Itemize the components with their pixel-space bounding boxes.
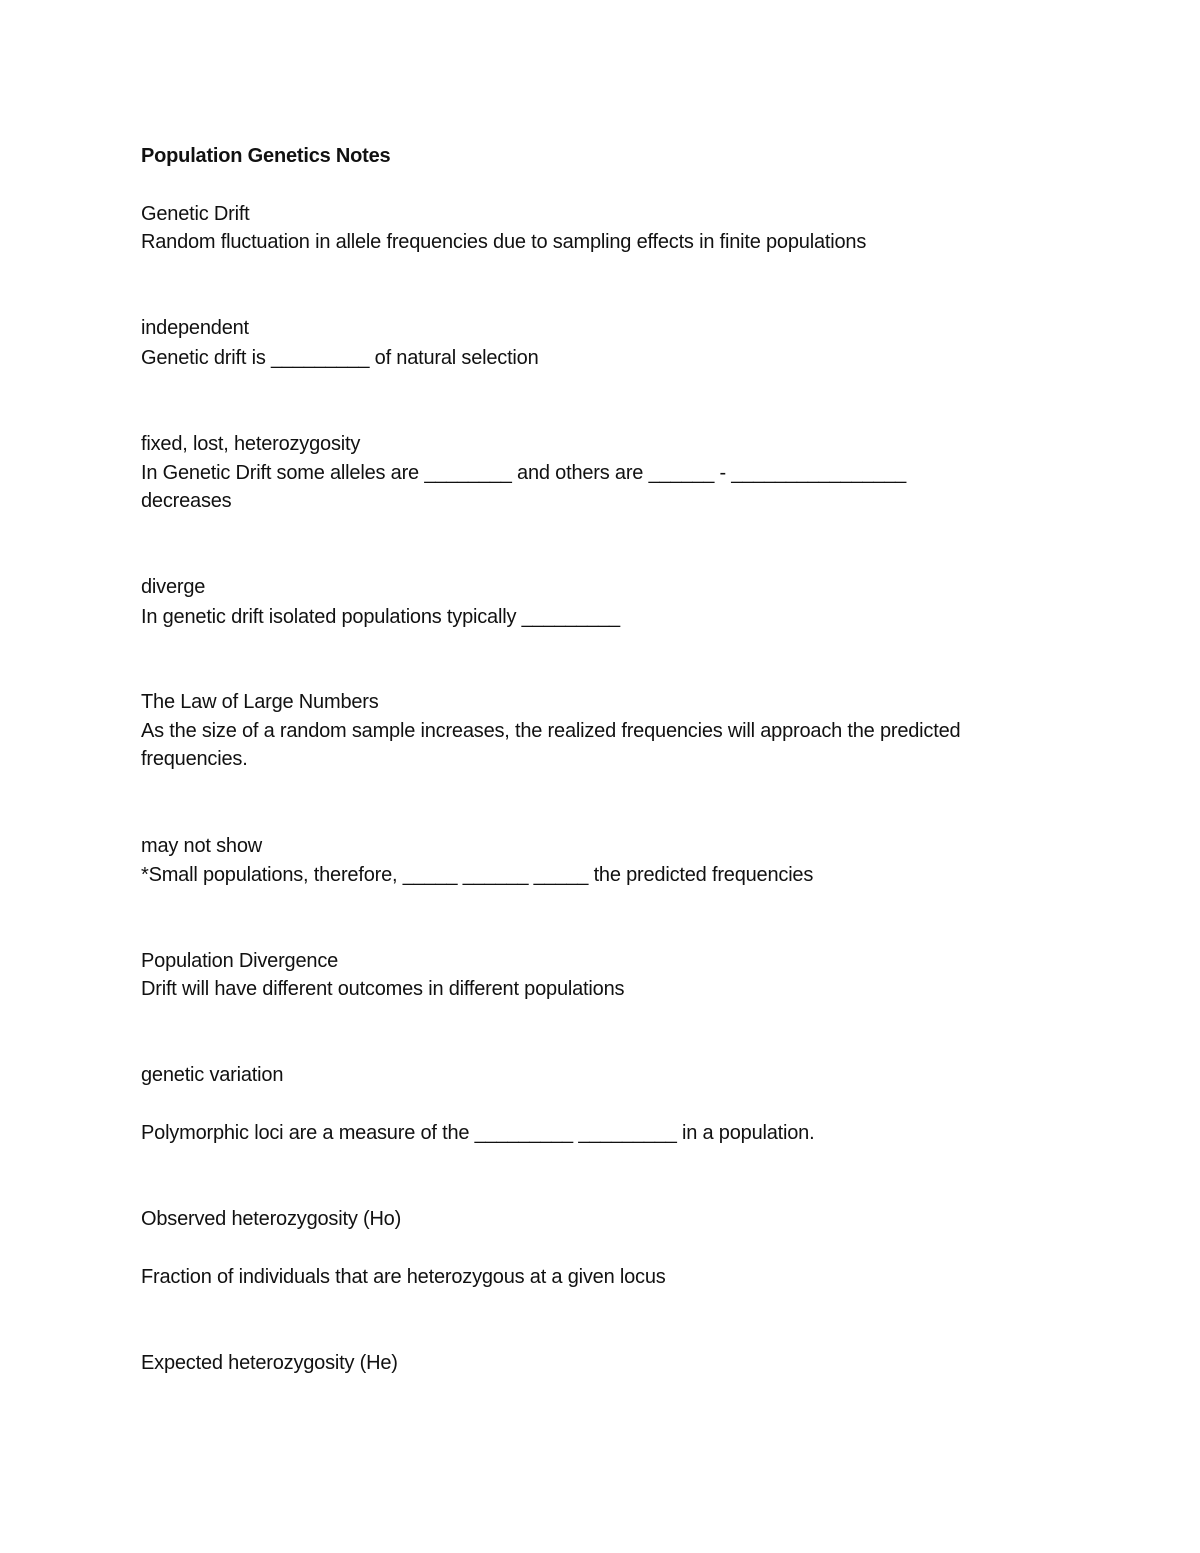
term-law-of-large-numbers: The Law of Large Numbers (141, 691, 379, 713)
definition-genetic-drift: Random fluctuation in allele frequencies due to sampling effects in finite populations (141, 231, 867, 253)
answer-may-not-show: may not show (141, 835, 262, 857)
question-fixed-lost: In Genetic Drift some alleles are ________ and others are ______ - ________________ (141, 462, 907, 484)
question-independent: Genetic drift is _________ of natural selection (141, 347, 539, 369)
answer-independent: independent (141, 317, 249, 339)
definition-population-divergence: Drift will have different outcomes in different populations (141, 978, 625, 1000)
question-may-not-show: *Small populations, therefore, _____ ______ _____ the predicted frequencies (141, 864, 814, 886)
question-diverge: In genetic drift isolated populations typically _________ (141, 606, 620, 628)
definition-observed-heterozygosity: Fraction of individuals that are heterozygous at a given locus (141, 1266, 666, 1288)
term-population-divergence: Population Divergence (141, 950, 339, 972)
answer-fixed-lost: fixed, lost, heterozygosity (141, 433, 361, 455)
question-fixed-lost-continued: decreases (141, 490, 232, 512)
answer-genetic-variation: genetic variation (141, 1064, 284, 1086)
answer-diverge: diverge (141, 576, 206, 598)
question-genetic-variation: Polymorphic loci are a measure of the _________ _________ in a population. (141, 1122, 815, 1144)
term-genetic-drift: Genetic Drift (141, 203, 250, 225)
document-title: Population Genetics Notes (141, 145, 391, 167)
definition-law-of-large-numbers: As the size of a random sample increases, the realized frequencies will approach the predicted (141, 720, 961, 742)
term-expected-heterozygosity: Expected heterozygosity (He) (141, 1352, 398, 1374)
term-observed-heterozygosity: Observed heterozygosity (Ho) (141, 1208, 402, 1230)
definition-law-of-large-numbers-continued: frequencies. (141, 748, 248, 770)
